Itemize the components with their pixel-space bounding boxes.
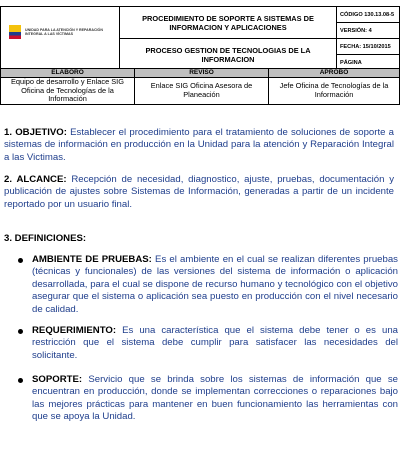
document-title: PROCEDIMIENTO DE SOPORTE A SISTEMAS DE INFORMACION Y APLICACIONES — [120, 7, 337, 39]
document-header-table — [0, 6, 400, 71]
alcance-text: Recepción de necesidad, diagnostico, ajuste, pruebas, documentación y publicación de ajustes sobre Sistemas de Información, generadas a partir de un incidente reportado por un usuario final. — [4, 174, 395, 210]
bullet-icon — [18, 258, 23, 263]
document-version: VERSIÓN: 4 — [337, 23, 400, 39]
document-page: PÁGINA — [337, 55, 400, 71]
aprobo-value: Jefe Oficina de Tecnologías de la Información — [269, 78, 400, 105]
definition-text: Es una característica que el sistema debe tener o es una restricción que el sistema debe cumplir para satisfacer las necesidades del solicitante. — [32, 325, 398, 361]
objetivo-text: Establecer el procedimiento para el tratamiento de soluciones de soporte a sistemas de información en producción en la Unidad para la atención y Reparación Integral a las Victimas. — [4, 127, 394, 163]
aprobo-header: APROBO — [269, 69, 400, 78]
definition-item — [18, 325, 398, 362]
elaboro-header: ELABORO — [1, 69, 135, 78]
document-code: CÓDIGO 130.13.08-5 — [337, 7, 400, 23]
logo-text: UNIDAD PARA LA ATENCIÓN Y REPARACIÓN INTEGRAL A LAS VÍCTIMAS — [25, 28, 103, 36]
definition-item — [18, 374, 398, 424]
objetivo-label: 1. OBJETIVO: — [4, 127, 67, 138]
definition-item — [18, 254, 398, 316]
logo-cell — [1, 7, 120, 71]
signatures-table — [0, 68, 400, 105]
definition-term: SOPORTE: — [32, 374, 83, 385]
definiciones-label: 3. DEFINICIONES: — [4, 233, 87, 244]
definiciones-section — [4, 233, 394, 245]
elaboro-value: Equipo de desarrollo y Enlace SIG Oficina de Tecnologías de la Información — [1, 78, 135, 105]
objetivo-section — [4, 127, 394, 164]
colombia-flag-logo-icon — [9, 25, 21, 39]
reviso-header: REVISO — [135, 69, 269, 78]
definition-text: Servicio que se brinda sobre los sistemas de información que se encuentran en producción, donde se implementan correcciones o reparaciones bajo las mejores prácticas para mantener en buen funcionamiento las herramientas con que se apoya la Unidad. — [32, 374, 398, 423]
reviso-value: Enlace SIG Oficina Asesora de Planeación — [135, 78, 269, 105]
definition-text: Es el ambiente en el cual se realizan diferentes pruebas (técnicas y funcionales) de las versiones del sistema de información o aplicación desarrollada, para el cual se dispone de recurso humano y tecnológico con el objetivo asegurar que el sistema o aplicación sea puesto en producción con el nivel necesario de calidad. — [32, 254, 398, 315]
definition-term: REQUERIMIENTO: — [32, 325, 117, 336]
bullet-icon — [18, 329, 23, 334]
alcance-label: 2. ALCANCE: — [4, 174, 67, 185]
document-date: FECHA: 15/10/2015 — [337, 39, 400, 55]
alcance-section — [4, 174, 394, 211]
process-title: PROCESO GESTION DE TECNOLOGIAS DE LA INFORMACION — [120, 39, 337, 71]
definition-term: AMBIENTE DE PRUEBAS: — [32, 254, 152, 265]
bullet-icon — [18, 378, 23, 383]
